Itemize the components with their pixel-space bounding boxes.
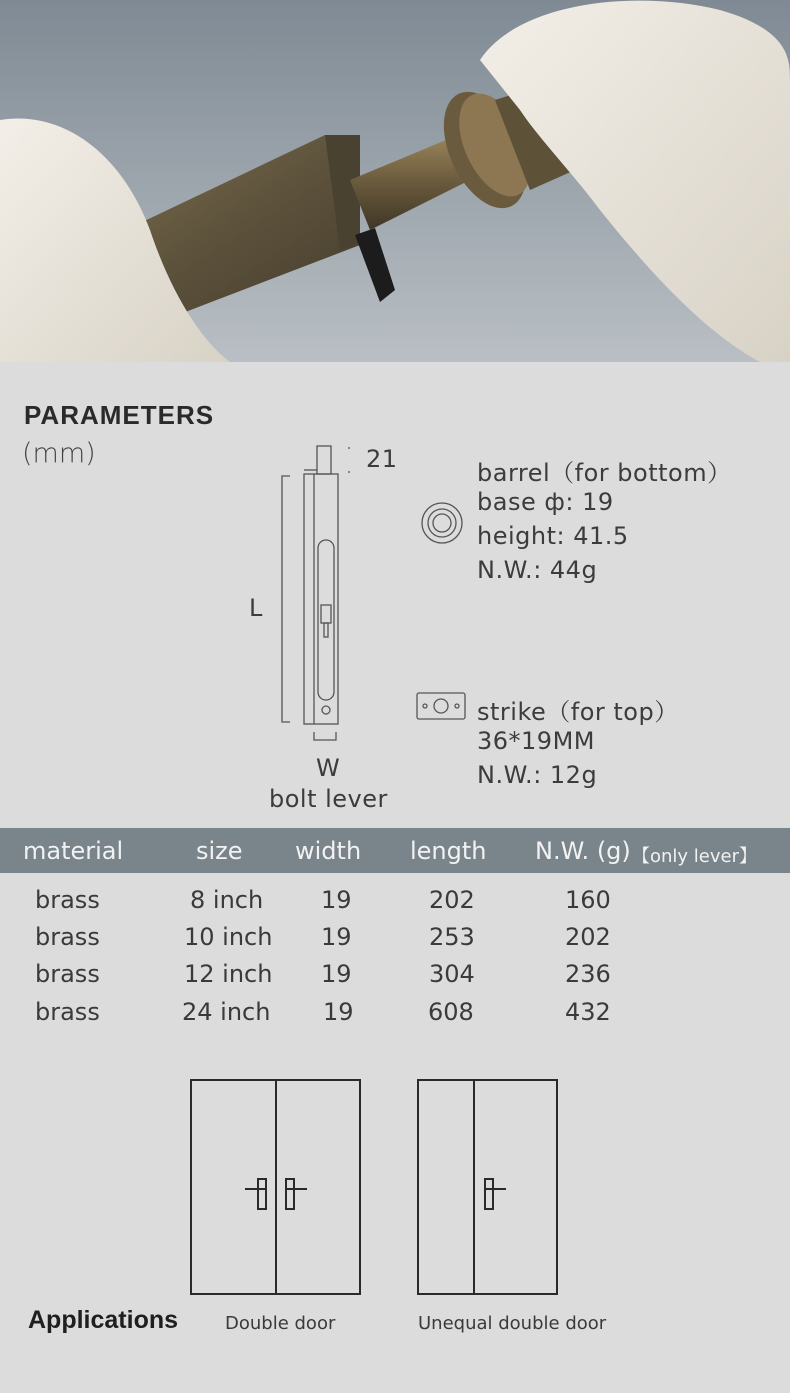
double-door-diagram xyxy=(190,1079,362,1297)
bolt-lever-caption: bolt lever xyxy=(269,785,388,813)
col-size: size xyxy=(196,837,243,865)
barrel-base: base ф: 19 xyxy=(477,488,614,516)
cell-material: brass xyxy=(35,923,100,951)
col-weight: N.W. (g) xyxy=(535,837,631,865)
cell-width: 19 xyxy=(321,923,352,951)
cell-material: brass xyxy=(35,960,100,988)
cell-weight: 236 xyxy=(565,960,611,988)
cell-width: 19 xyxy=(323,998,354,1026)
dim-width-label: W xyxy=(316,754,341,782)
strike-weight: N.W.: 12g xyxy=(477,761,598,789)
dim-top-label: 21 xyxy=(366,445,398,473)
cell-length: 253 xyxy=(429,923,475,951)
cell-size: 8 inch xyxy=(190,886,264,914)
cell-width: 19 xyxy=(321,886,352,914)
unequal-double-door-diagram xyxy=(417,1079,559,1297)
barrel-icon xyxy=(420,501,464,545)
cell-weight: 202 xyxy=(565,923,611,951)
unequal-door-caption: Unequal double door xyxy=(418,1313,607,1334)
unit-label: (mm) xyxy=(22,438,96,469)
cell-material: brass xyxy=(35,998,100,1026)
col-width: width xyxy=(295,837,362,865)
cell-width: 19 xyxy=(321,960,352,988)
cell-length: 608 xyxy=(428,998,474,1026)
strike-size: 36*19MM xyxy=(477,727,595,755)
cell-material: brass xyxy=(35,886,100,914)
strike-title: strike（for top） xyxy=(477,698,679,726)
cell-size: 12 inch xyxy=(184,960,273,988)
barrel-title: barrel（for bottom） xyxy=(477,459,732,487)
section-title: PARAMETERS xyxy=(24,400,215,430)
cell-weight: 160 xyxy=(565,886,611,914)
strike-plate-icon xyxy=(416,692,466,722)
col-material: material xyxy=(23,837,124,865)
cell-weight: 432 xyxy=(565,998,611,1026)
cell-size: 24 inch xyxy=(182,998,271,1026)
hero-product-photo xyxy=(0,0,790,362)
cell-length: 202 xyxy=(429,886,475,914)
cell-size: 10 inch xyxy=(184,923,273,951)
col-length: length xyxy=(410,837,487,865)
bolt-lever-diagram xyxy=(270,440,350,750)
double-door-caption: Double door xyxy=(225,1313,336,1334)
applications-title: Applications xyxy=(28,1306,179,1334)
spec-table-header xyxy=(0,828,790,873)
cell-length: 304 xyxy=(429,960,475,988)
barrel-height: height: 41.5 xyxy=(477,522,629,550)
barrel-weight: N.W.: 44g xyxy=(477,556,598,584)
dim-length-label: L xyxy=(249,594,263,622)
col-weight-note: 【only lever】 xyxy=(632,846,757,867)
